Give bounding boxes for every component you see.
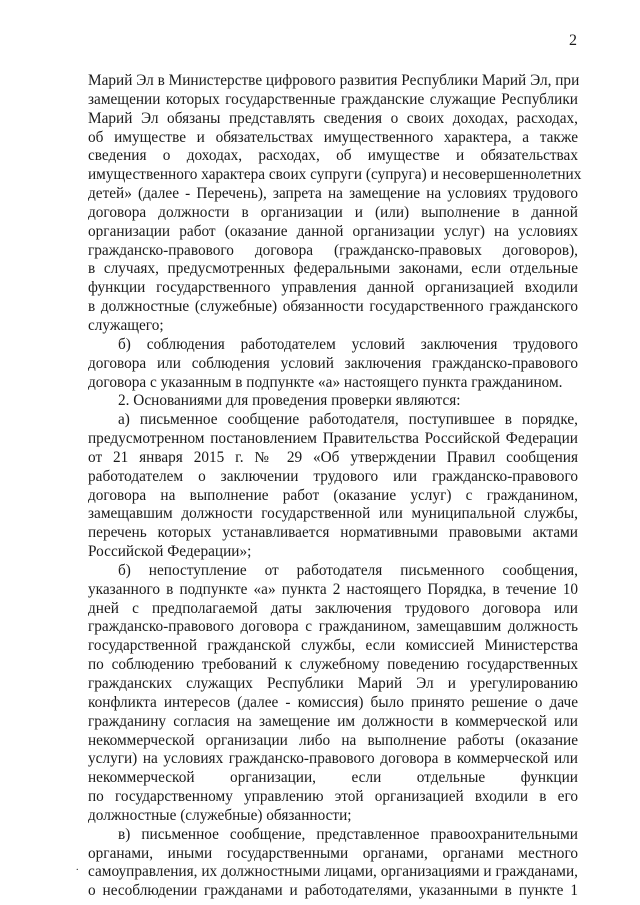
text-line: работодателем о заключении трудового или гражданско-правового [88, 467, 578, 485]
text-line: б) непоступление от работодателя письменного сообщения, [118, 561, 578, 579]
text-line: предусмотренном постановлением Правительства Российской Федерации [88, 430, 578, 448]
text-line: служащего; [88, 316, 164, 334]
text-line: имущественного характера своих супруги (супруга) и несовершеннолетних [88, 166, 582, 184]
text-line: органами, иными государственными органами, органами местного [88, 844, 578, 862]
document-body [88, 72, 582, 901]
text-line: 2. Основаниями для проведения проверки являются: [118, 392, 461, 410]
text-line: в должностные (служебные) обязанности государственного гражданского [88, 298, 578, 316]
text-line: от 21 января 2015 г. № 29 «Об утверждении Правил сообщения [88, 448, 578, 466]
text-line: конфликта интересов (далее - комиссия) было принято решение о даче [88, 693, 578, 711]
text-line: Российской Федерации»; [88, 543, 252, 561]
text-line: по соблюдению требований к служебному поведению государственных [88, 656, 578, 674]
text-line: договора или соблюдения условий заключения гражданско-правового [88, 354, 578, 372]
text-line: Марий Эл в Министерстве цифрового развития Республики Марий Эл, при [88, 72, 580, 89]
page-number: 2 [569, 32, 577, 49]
text-line: по государственному управлению этой организацией входили в его [88, 788, 578, 806]
text-line: Марий Эл обязаны представлять сведения о своих доходах, расходах, [88, 109, 578, 127]
margin-mark: . [76, 862, 79, 873]
text-line: дней с предполагаемой даты заключения трудового договора или [88, 599, 578, 617]
text-line: а) письменное сообщение работодателя, поступившее в порядке, [118, 411, 578, 429]
text-line: гражданско-правового договора (гражданско-правовых договоров), [88, 241, 578, 259]
text-line: услуги) на условиях гражданско-правового договора в коммерческой или [88, 750, 578, 768]
text-line: детей» (далее - Перечень), запрета на замещение на условиях трудового [88, 185, 578, 203]
text-line: в) письменное сообщение, представленное правоохранительными [118, 825, 578, 843]
text-line: замещавшим должности государственной или муниципальной службы, [88, 505, 578, 523]
text-line: должностные (служебные) обязанности; [88, 806, 352, 824]
text-line: функции государственного управления данной организацией входили [88, 279, 578, 297]
text-line: некоммерческой организации либо на выполнение работы (оказание [88, 731, 578, 749]
text-line: гражданско-правового договора с гражданином, замещавшим должность [88, 618, 578, 636]
text-line: договора должности в организации и (или) выполнение в данной [88, 203, 578, 221]
text-line: в случаях, предусмотренных федеральными законами, если отдельные [88, 260, 578, 278]
text-line: об имуществе и обязательствах имущественного характера, а также [88, 128, 578, 146]
text-line: о несоблюдении гражданами и работодателями, указанными в пункте 1 [88, 882, 578, 900]
text-line: договора с указанным в подпункте «а» настоящего пункта гражданином. [88, 373, 563, 391]
text-line: указанного в подпункте «а» пункта 2 настоящего Порядка, в течение 10 [88, 580, 578, 598]
text-line: договора на выполнение работ (оказание услуг) с гражданином, [88, 486, 578, 504]
text-line: государственной гражданской службы, если комиссией Министерства [88, 637, 578, 655]
text-line: некоммерческой организации, если отдельные функции [88, 769, 578, 787]
text-line: организации работ (оказание данной организации услуг) на условиях [88, 222, 578, 240]
text-line: перечень которых устанавливается нормативными правовыми актами [88, 524, 578, 542]
text-line: б) соблюдения работодателем условий заключения трудового [118, 335, 578, 353]
text-line: самоуправления, их должностными лицами, организациями и гражданами, [88, 863, 578, 881]
text-line: гражданину согласия на замещение им должности в коммерческой или [88, 712, 578, 730]
text-line: замещении которых государственные гражданские служащие Республики [88, 90, 578, 108]
text-line: гражданских служащих Республики Марий Эл и урегулированию [88, 675, 578, 692]
text-line: сведения о доходах, расходах, об имуществе и обязательствах [88, 147, 578, 165]
